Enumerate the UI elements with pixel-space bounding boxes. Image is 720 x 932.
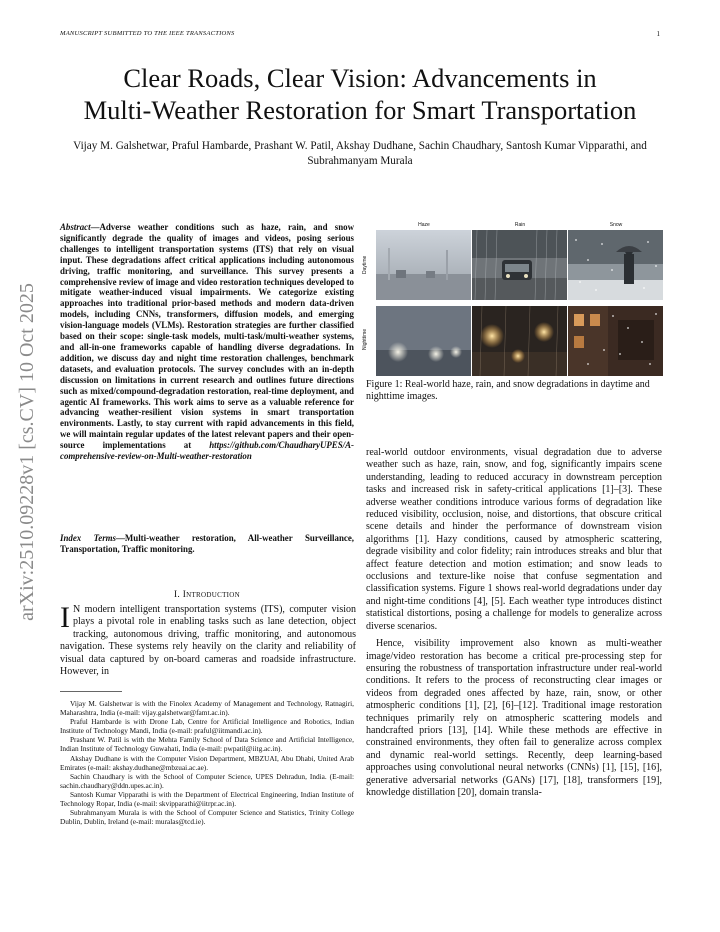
image-night-rain xyxy=(472,306,567,376)
figure-1 xyxy=(362,222,662,382)
paper-title xyxy=(40,62,680,126)
page-number: 1 xyxy=(656,30,660,38)
figure-row-label-daytime: Daytime xyxy=(362,255,368,274)
footnote: Praful Hambarde is with Drone Lab, Centre for Artificial Intelligence and Robotics, Indian Institute of Technology Mandi, India (e-mail: praful@iitmandi.ac.in). xyxy=(60,717,354,736)
index-terms-body: —Multi-weather restoration, All-weather Surveillance, Transportation, Traffic monitoring. xyxy=(60,533,354,554)
figure-col-label-haze: Haze xyxy=(418,222,430,228)
section-heading: I. Introduction xyxy=(174,590,240,600)
author-list: Vijay M. Galshetwar, Praful Hambarde, Prashant W. Patil, Akshay Dudhane, Sachin Chaudhary, Santosh Kumar Vipparathi, and Subrahmanyam Murala xyxy=(73,140,647,167)
figure-caption: Figure 1: Real-world haze, rain, and snow degradations in daytime and nighttime images. xyxy=(366,379,650,403)
footnote: Subrahmanyam Murala is with the School of Computer Science and Statistics, Trinity College Dublin, Dublin, Ireland (e-mail: muralas@tcd.ie). xyxy=(60,808,354,827)
figure-col-label-snow: Snow xyxy=(609,222,623,228)
image-day-haze xyxy=(376,230,471,300)
index-terms-lead: Index Terms xyxy=(60,533,117,543)
figure-col-label-rain: Rain xyxy=(514,222,526,228)
figure-row-label-nighttime: Nighttime xyxy=(362,328,368,350)
title-line-2: Multi-Weather Restoration for Smart Transportation xyxy=(83,95,637,125)
abstract-body: —Adverse weather conditions such as haze, rain, and snow significantly degrade the quality of images and videos, posing serious challenges to intelligent transportation systems (ITS) that rely on visual input. These degradations affect critical applications including autonomous driving, traffic monitoring, and surveillance. This survey presents a comprehensive review of image and video restoration techniques developed to mitigate weather-induced visual impairments. We categorize existing approaches into traditional prior-based methods and modern data-driven models, including CNNs, transformers, diffusion models, and emerging vision-language models (VLMs). Restoration strategies are further classified based on their scope: single-task models, multi-task/multi-weather systems, and all-in-one frameworks capable of handling diverse degradations. In addition, we discuss day and night time restoration challenges, benchmark datasets, and evaluation protocols. The survey concludes with an in-depth discussion on limitations in current research and outlines future directions such as mixed/compound-degradation restoration, real-time deployment, and agentic AI frameworks. This work aims to serve as a valuable reference for advancing weather-resilient vision systems in smart transportation environments. Lastly, to stay current with rapid advancements in this field, we will maintain regular updates of the latest relevant papers and their open-source implementations at xyxy=(60,222,354,451)
drop-cap: I xyxy=(60,601,70,634)
footnote: Sachin Chaudhary is with the School of Computer Science, UPES Dehradun, India. (E-mail: sachin.chaudhary@ddn.upes.ac.in). xyxy=(60,771,354,790)
footnote: Prashant W. Patil is with the Mehta Family School of Data Science and Artificial Intelligence, Indian Institute of Technology Guwahati, India (e-mail: pwpatil@iitg.ac.in). xyxy=(60,735,354,754)
footnote: Santosh Kumar Vipparathi is with the Department of Electrical Engineering, Indian Institute of Technology Ropar, India (e-mail: skvipparathi@iitrpr.ac.in). xyxy=(60,789,354,809)
github-link[interactable]: https://github.com/ChaudharyUPES/A-comprehensive-review-on-Multi-weather-restoration xyxy=(60,440,354,462)
image-day-snow xyxy=(568,230,663,300)
footnotes xyxy=(60,699,354,826)
image-night-snow xyxy=(568,306,663,376)
footnote-rule xyxy=(60,691,122,692)
arxiv-stamp: arXiv:2510.09228v1 [cs.CV] 10 Oct 2025 xyxy=(16,283,38,621)
abstract xyxy=(60,222,354,462)
abstract-lead: Abstract xyxy=(60,222,91,232)
paragraph: real-world outdoor environments, visual degradation due to adverse weather such as haze, rain, snow, and fog, significantly impairs scene understanding, leading to reduced accuracy in downstream perception tasks and increased risk in safety-critical applications [1]–[3]. These adverse weather conditions introduce various forms of degradation like reduced visibility, occlusion, noise, and distortions, that obscure critical scene details and hinder the performance of downstream vision algorithms [1]. Hazy conditions, caused by atmospheric scattering, degrade visibility and color fidelity; rain introduces streaks and blur that affect feature detection and motion estimation; and snow leads to occlusions and texture-like noise that confuse segmentation and classification systems. Figure 1 shows real-world degradations under day and night-time conditions [4], [5]. Each weather type introduces distinct statistical distortions, posing a challenge for models to generalize across diverse scenarios. xyxy=(366,447,662,632)
title-line-1: Clear Roads, Clear Vision: Advancements in xyxy=(123,63,597,93)
index-terms xyxy=(60,533,354,555)
right-column-text xyxy=(366,447,662,804)
intro-paragraph xyxy=(60,601,356,678)
image-night-haze xyxy=(376,306,471,376)
image-day-rain xyxy=(472,230,567,300)
footnote: Akshay Dudhane is with the Computer Vision Department, MBZUAI, Abu Dhabi, United Arab Emirates (e-mail: akshay.dudhane@mbzuai.ac.ae). xyxy=(60,753,354,772)
paragraph: Hence, visibility improvement also known as multi-weather image/video restoration has become a critical pre-processing step for ensuring the robustness of transportation infrastructure under real-world conditions. It refers to the process of reconstructing clear images or videos from degraded ones affected by haze, rain, snow, or other atmospheric conditions [1], [2], [6]–[12]. Traditional image restoration techniques primarily rely on atmospheric scattering models and handcrafted priors [13], [14]. While these methods are effective in constrained environments, they often fail to generalize across complex and dynamic real-world settings. Recently, deep learning-based approaches using convolutional neural networks (CNNs) [1], [15], [16], generative adversarial networks (GANs) [17], [18], transformers [19], knowledge distillation [20], domain transla- xyxy=(366,638,662,798)
running-head: MANUSCRIPT SUBMITTED TO THE IEEE TRANSACTIONS xyxy=(60,30,235,37)
intro-text: N modern intelligent transportation systems (ITS), computer vision plays a pivotal role in enabling tasks such as lane detection, object tracking, autonomous driving, traffic monitoring, and autonomous navigation. These systems rely heavily on the clarity and reliability of visual data captured by on-board cameras and roadside infrastructure. However, in xyxy=(60,604,356,678)
footnote: Vijay M. Galshetwar is with the Finolex Academy of Management and Technology, Ratnagiri, Maharashtra, India (e-mail: vijay.galshetwar@famt.ac.in). xyxy=(60,699,354,718)
